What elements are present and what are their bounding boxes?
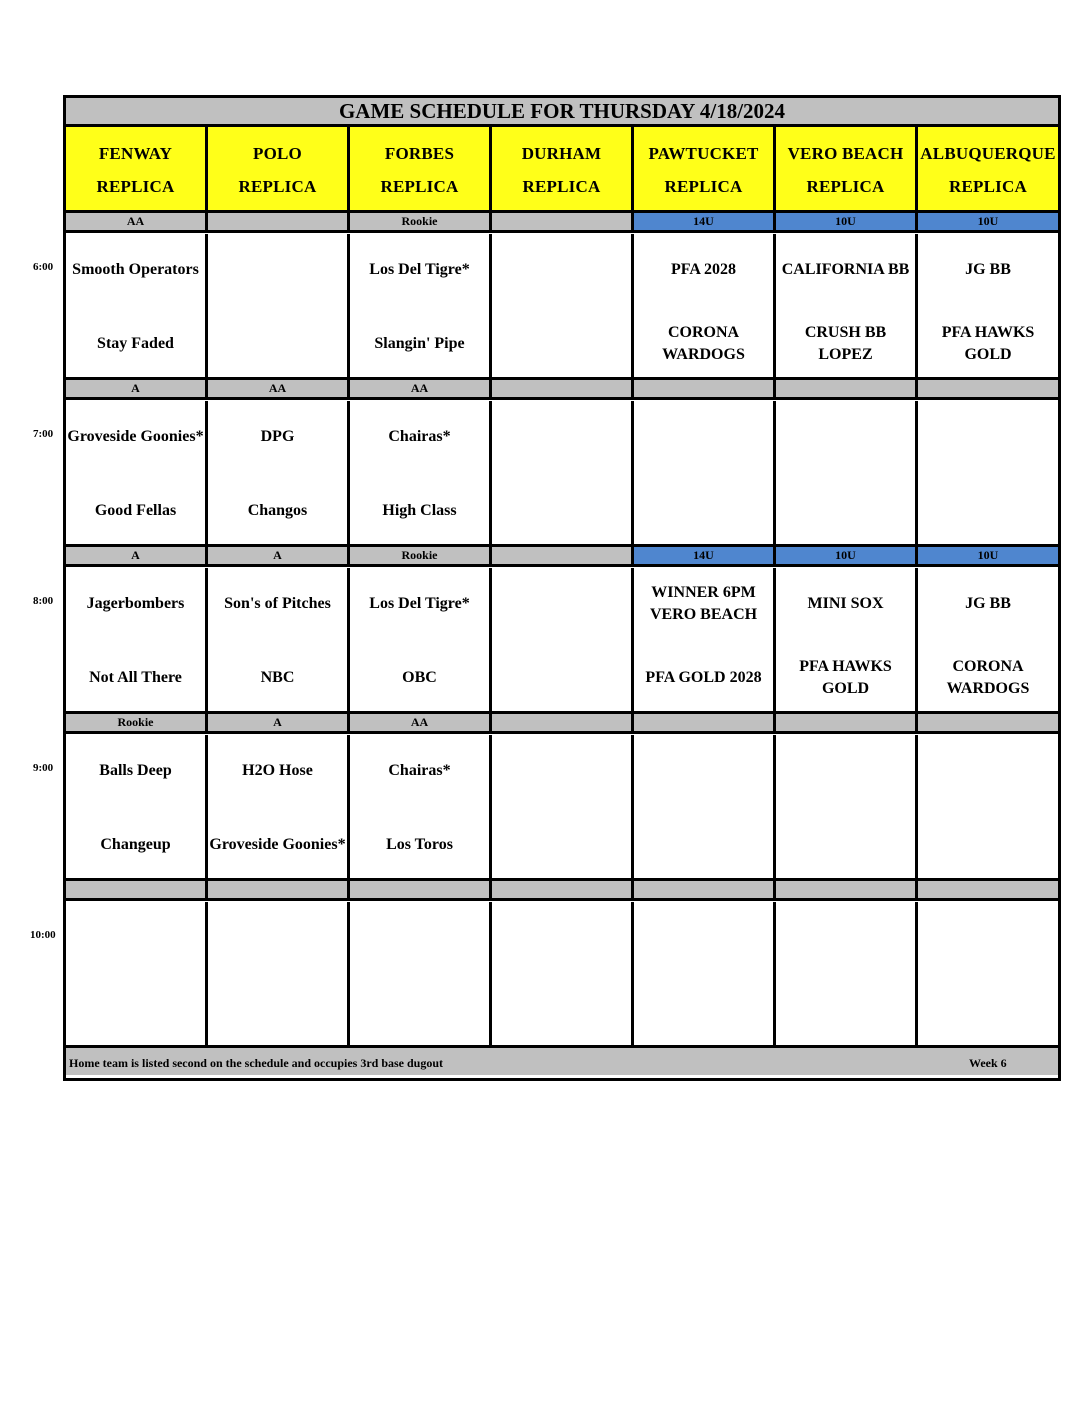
- division-label: [208, 878, 350, 901]
- away-team: [492, 411, 631, 463]
- game-cell: [350, 902, 492, 1047]
- division-label: A: [208, 711, 350, 734]
- division-label: [492, 711, 634, 734]
- field-header-6: [776, 127, 918, 212]
- division-label: [776, 377, 918, 400]
- time-label: 10:00: [30, 929, 56, 941]
- division-label: [634, 878, 776, 901]
- time-label: 9:00: [33, 762, 54, 774]
- home-team: [208, 318, 347, 370]
- home-team: [776, 819, 915, 871]
- game-cell: [66, 401, 208, 546]
- game-cell: [634, 401, 776, 546]
- home-team: [918, 819, 1058, 871]
- footer-bar: [66, 1045, 1058, 1075]
- field-header-5: [634, 127, 776, 212]
- home-team: OBC: [402, 669, 437, 686]
- field-type: REPLICA: [380, 176, 459, 196]
- home-team: Good Fellas: [94, 502, 177, 519]
- away-team: [492, 912, 631, 964]
- game-cell: [634, 568, 776, 713]
- division-label: [918, 878, 1058, 901]
- field-header-2: [208, 127, 350, 212]
- game-cell: [208, 735, 350, 880]
- away-team: H2O Hose: [242, 762, 313, 779]
- footer-note: Home team is listed second on the schedule and occupies 3rd base dugout: [69, 1056, 444, 1070]
- away-team: [918, 745, 1058, 797]
- home-team: [208, 986, 347, 1038]
- away-team: CALIFORNIA BB: [781, 261, 910, 278]
- home-team: Changos: [247, 502, 308, 519]
- division-label: Rookie: [350, 544, 492, 567]
- away-team: [776, 411, 915, 463]
- game-cell: [350, 234, 492, 379]
- game-cell: [492, 401, 634, 546]
- division-label: A: [208, 544, 350, 567]
- home-team: Groveside Goonies*: [209, 836, 346, 853]
- game-cell: [918, 401, 1058, 546]
- week-label: Week 6: [969, 1056, 1007, 1070]
- game-cell: [208, 568, 350, 713]
- away-team: MINI SOX: [807, 595, 884, 612]
- home-team: CORONA WARDOGS: [946, 658, 1030, 697]
- field-name: FORBES: [384, 143, 455, 163]
- away-team: [208, 244, 347, 296]
- field-header-7: [918, 127, 1058, 212]
- away-team: [350, 912, 489, 964]
- away-team: [918, 912, 1058, 964]
- home-team: [66, 986, 205, 1038]
- division-label: [492, 377, 634, 400]
- game-cell: [918, 902, 1058, 1047]
- home-team: [634, 819, 773, 871]
- time-label: 8:00: [33, 595, 54, 607]
- division-label: 10U: [918, 210, 1058, 233]
- home-team: [918, 485, 1058, 537]
- division-label: A: [66, 377, 208, 400]
- away-team: Los Del Tigre*: [369, 595, 470, 612]
- game-cell: [918, 234, 1058, 379]
- away-team: [918, 411, 1058, 463]
- division-label: 14U: [634, 210, 776, 233]
- game-cell: [66, 234, 208, 379]
- home-team: Changeup: [100, 836, 171, 853]
- field-type: REPLICA: [96, 176, 175, 196]
- away-team: [492, 745, 631, 797]
- division-label: A: [66, 544, 208, 567]
- home-team: [492, 318, 631, 370]
- division-label: [208, 210, 350, 233]
- game-cell: [634, 234, 776, 379]
- game-cell: [776, 902, 918, 1047]
- game-cell: [350, 735, 492, 880]
- home-team: NBC: [260, 669, 295, 686]
- field-type: REPLICA: [238, 176, 317, 196]
- field-name: DURHAM: [521, 143, 602, 163]
- home-team: [776, 986, 915, 1038]
- away-team: Smooth Operators: [72, 261, 199, 278]
- away-team: [634, 912, 773, 964]
- away-team: WINNER 6PM VERO BEACH: [649, 584, 758, 623]
- away-team: [634, 745, 773, 797]
- division-label: Rookie: [350, 210, 492, 233]
- away-team: PFA 2028: [670, 261, 737, 278]
- field-name: PAWTUCKET: [648, 143, 759, 163]
- division-label: [776, 711, 918, 734]
- field-name: VERO BEACH: [787, 143, 904, 163]
- home-team: [634, 485, 773, 537]
- game-cell: [776, 401, 918, 546]
- game-cell: [350, 568, 492, 713]
- away-team: [492, 578, 631, 630]
- game-cell: [776, 735, 918, 880]
- home-team: [492, 986, 631, 1038]
- home-team: Not All There: [89, 669, 182, 686]
- division-label: [66, 878, 208, 901]
- field-name: POLO: [253, 143, 302, 163]
- away-team: [208, 912, 347, 964]
- field-type: REPLICA: [806, 176, 885, 196]
- division-label: [634, 711, 776, 734]
- division-label: [776, 878, 918, 901]
- away-team: [492, 244, 631, 296]
- game-cell: [66, 568, 208, 713]
- away-team: Los Del Tigre*: [369, 261, 470, 278]
- division-label: [492, 210, 634, 233]
- field-name: ALBUQUERQUE: [920, 143, 1056, 163]
- home-team: [492, 819, 631, 871]
- away-team: [634, 411, 773, 463]
- game-cell: [350, 401, 492, 546]
- field-type: REPLICA: [949, 176, 1027, 196]
- division-label: AA: [350, 711, 492, 734]
- away-team: Son's of Pitches: [224, 595, 331, 612]
- away-team: Jagerbombers: [86, 595, 185, 612]
- division-label: 10U: [776, 544, 918, 567]
- away-team: Balls Deep: [99, 762, 172, 779]
- schedule-sheet: [63, 95, 1061, 1081]
- home-team: CORONA WARDOGS: [662, 324, 745, 363]
- field-type: REPLICA: [664, 176, 743, 196]
- division-label: AA: [208, 377, 350, 400]
- home-team: Stay Faded: [97, 335, 174, 352]
- division-label: [492, 878, 634, 901]
- home-team: [350, 986, 489, 1038]
- field-header-1: [66, 127, 208, 212]
- away-team: [776, 745, 915, 797]
- home-team: High Class: [382, 502, 457, 519]
- game-cell: [918, 735, 1058, 880]
- field-name: FENWAY: [98, 143, 173, 163]
- home-team: [492, 652, 631, 704]
- division-label: 10U: [918, 544, 1058, 567]
- time-label: 7:00: [33, 428, 54, 440]
- game-cell: [492, 234, 634, 379]
- field-header-3: [350, 127, 492, 212]
- division-label: [350, 878, 492, 901]
- page-title: GAME SCHEDULE FOR THURSDAY 4/18/2024: [66, 98, 1058, 127]
- field-type: REPLICA: [522, 176, 601, 196]
- game-cell: [66, 735, 208, 880]
- division-label: Rookie: [66, 711, 208, 734]
- field-header-4: [492, 127, 634, 212]
- game-cell: [492, 568, 634, 713]
- division-label: [492, 544, 634, 567]
- game-cell: [918, 568, 1058, 713]
- division-label: 14U: [634, 544, 776, 567]
- division-label: [634, 377, 776, 400]
- game-cell: [776, 234, 918, 379]
- home-team: PFA HAWKS GOLD: [799, 658, 892, 697]
- home-team: [634, 986, 773, 1038]
- home-team: CRUSH BB LOPEZ: [804, 324, 887, 363]
- game-cell: [776, 568, 918, 713]
- home-team: PFA HAWKS GOLD: [941, 324, 1035, 363]
- home-team: [492, 485, 631, 537]
- time-label: 6:00: [33, 261, 54, 273]
- away-team: Chairas*: [388, 762, 451, 779]
- away-team: JG BB: [965, 261, 1011, 278]
- home-team: [776, 485, 915, 537]
- game-cell: [208, 234, 350, 379]
- away-team: Chairas*: [388, 428, 451, 445]
- division-label: AA: [350, 377, 492, 400]
- division-label: AA: [66, 210, 208, 233]
- division-label: [918, 711, 1058, 734]
- game-cell: [66, 902, 208, 1047]
- division-label: 10U: [776, 210, 918, 233]
- home-team: PFA GOLD 2028: [645, 669, 762, 686]
- game-cell: [492, 735, 634, 880]
- game-cell: [492, 902, 634, 1047]
- game-cell: [634, 902, 776, 1047]
- home-team: [918, 986, 1058, 1038]
- division-label: [918, 377, 1058, 400]
- away-team: [66, 912, 205, 964]
- game-cell: [208, 401, 350, 546]
- away-team: [776, 912, 915, 964]
- away-team: DPG: [260, 428, 295, 445]
- game-cell: [208, 902, 350, 1047]
- home-team: Slangin' Pipe: [374, 335, 465, 352]
- game-cell: [634, 735, 776, 880]
- away-team: JG BB: [965, 595, 1011, 612]
- away-team: Groveside Goonies*: [67, 428, 204, 445]
- home-team: Los Toros: [386, 836, 453, 853]
